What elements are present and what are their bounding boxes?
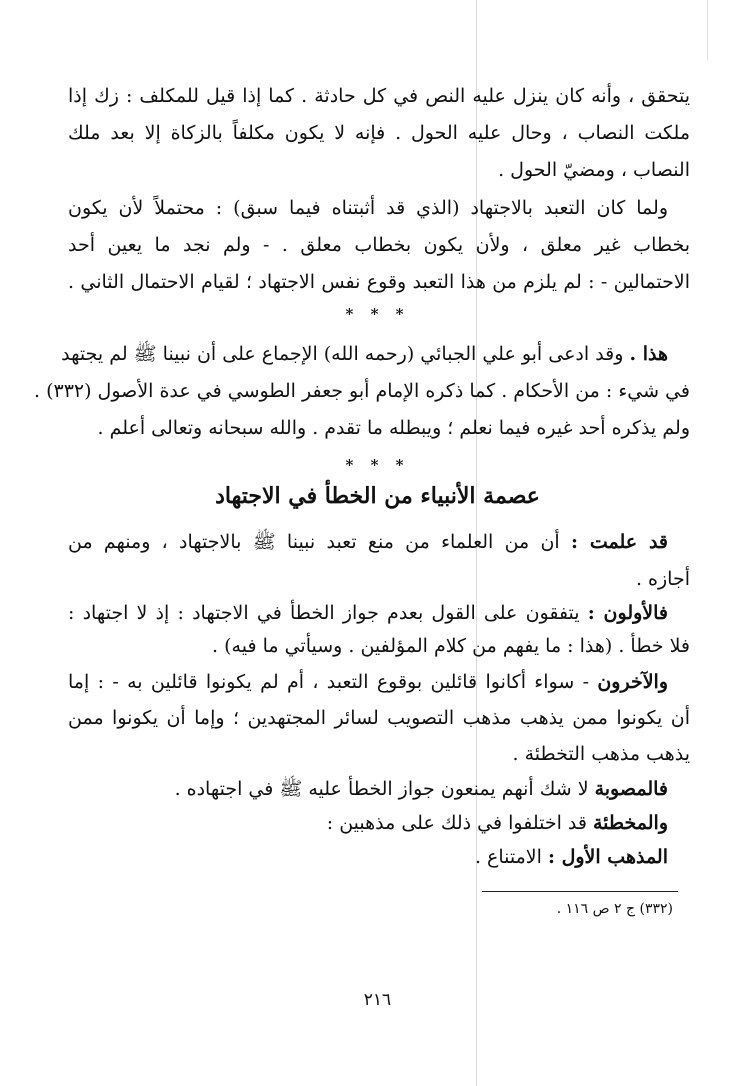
paragraph-3-line-2: في شيء : من الأحكام . كما ذكره الإمام أبو جعفر الطوسي في عدة الأصول (٣٣٢) . [33,380,690,402]
paragraph-4-line-1 [68,524,668,560]
paragraph-7-line-1-text: لا شك أنهم يمنعون جواز الخطأ عليه ﷺ في اجتهاده . [174,778,595,800]
paragraph-5-line-1-text: يتفقون على القول بعدم جواز الخطأ في الاجتهاد : إذ لا اجتهاد : [68,602,588,624]
paragraph-4-line-2: أجازه . [635,568,690,590]
paragraph-5-line-2: فلا خطأ . (هذا : ما يفهم من كلام المؤلفين . وسيأتي ما فيه) . [212,635,690,657]
paragraph-9-lead: المذهب الأول : [547,846,668,868]
paragraph-9-line-1 [68,839,668,875]
paragraph-5-line-1 [68,595,668,631]
paragraph-8-line-1-text: قد اختلفوا في ذلك على مذهبين : [326,812,593,834]
scan-edge-line [707,0,708,60]
paragraph-6-line-1-text: - سواء أكانوا قائلين بوقوع التعبد ، أم لم يكونوا قائلين به - : إما [68,671,598,693]
paragraph-1-line-3: النصاب ، ومضيّ الحول . [498,159,690,181]
footnote: (٣٣٢) ج ٢ ص ١١٦ . [556,901,673,917]
paragraph-9-line-1-text: الامتناع . [474,846,548,868]
paragraph-3-line-1-text: وقد ادعى أبو علي الجبائي (رحمه الله) الإجماع على أن نبينا ﷺ لم يجتهد [61,343,630,365]
paragraph-6-line-2: أن يكونوا ممن يذهب مذهب التصويب لسائر المجتهدين ؛ وإما أن يكونوا ممن [68,707,690,729]
section-heading: عصمة الأنبياء من الخطأ في الاجتهاد [215,483,540,509]
paragraph-7-line-1 [68,771,668,807]
paragraph-4-line-1-text: أن من العلماء من منع تعبد نبينا ﷺ بالاجتهاد ، ومنهم من [68,531,571,553]
paragraph-8-line-1 [68,805,668,841]
paragraph-2-line-1: ولما كان التعبد بالاجتهاد (الذي قد أثبتناه فيما سبق) : محتملاً لأن يكون [68,197,668,219]
paragraph-6-line-1 [68,664,668,700]
paragraph-3-line-1 [61,336,668,372]
paragraph-3-lead: هذا . [629,343,668,365]
paragraph-1-line-2: ملكت النصاب ، وحال عليه الحول . فإنه لا يكون مكلفاً بالزكاة إلا بعد ملك [68,122,690,144]
footnote-divider [482,891,678,892]
paragraph-4-lead: قد علمت : [570,531,668,553]
paragraph-2-line-2: بخطاب غير معلق ، ولأن يكون بخطاب معلق . - ولم نجد ما يعين أحد [68,234,690,256]
paragraph-7-lead: فالمصوبة [594,778,668,800]
paragraph-6-line-3: يذهب مذهب التخطئة . [512,743,690,765]
paragraph-5-lead: فالأولون : [587,602,668,624]
section-separator: * * * [345,305,410,323]
page-number: ٢١٦ [363,990,392,1010]
paragraph-8-lead: والمخطئة [593,812,668,834]
paragraph-6-lead: والآخرون [597,671,668,693]
section-separator: * * * [345,456,410,474]
paragraph-1-line-1: يتحقق ، وأنه كان ينزل عليه النص في كل حادثة . كما إذا قيل للمكلف : زك إذا [68,85,690,107]
paragraph-2-line-3: الاحتمالين - : لم يلزم من هذا التعبد وقوع نفس الاجتهاد ؛ لقيام الاحتمال الثاني . [68,271,690,293]
paragraph-3-line-3: ولم يذكره أحد غيره فيما نعلم ؛ ويبطله ما تقدم . والله سبحانه وتعالى أعلم . [97,417,690,439]
